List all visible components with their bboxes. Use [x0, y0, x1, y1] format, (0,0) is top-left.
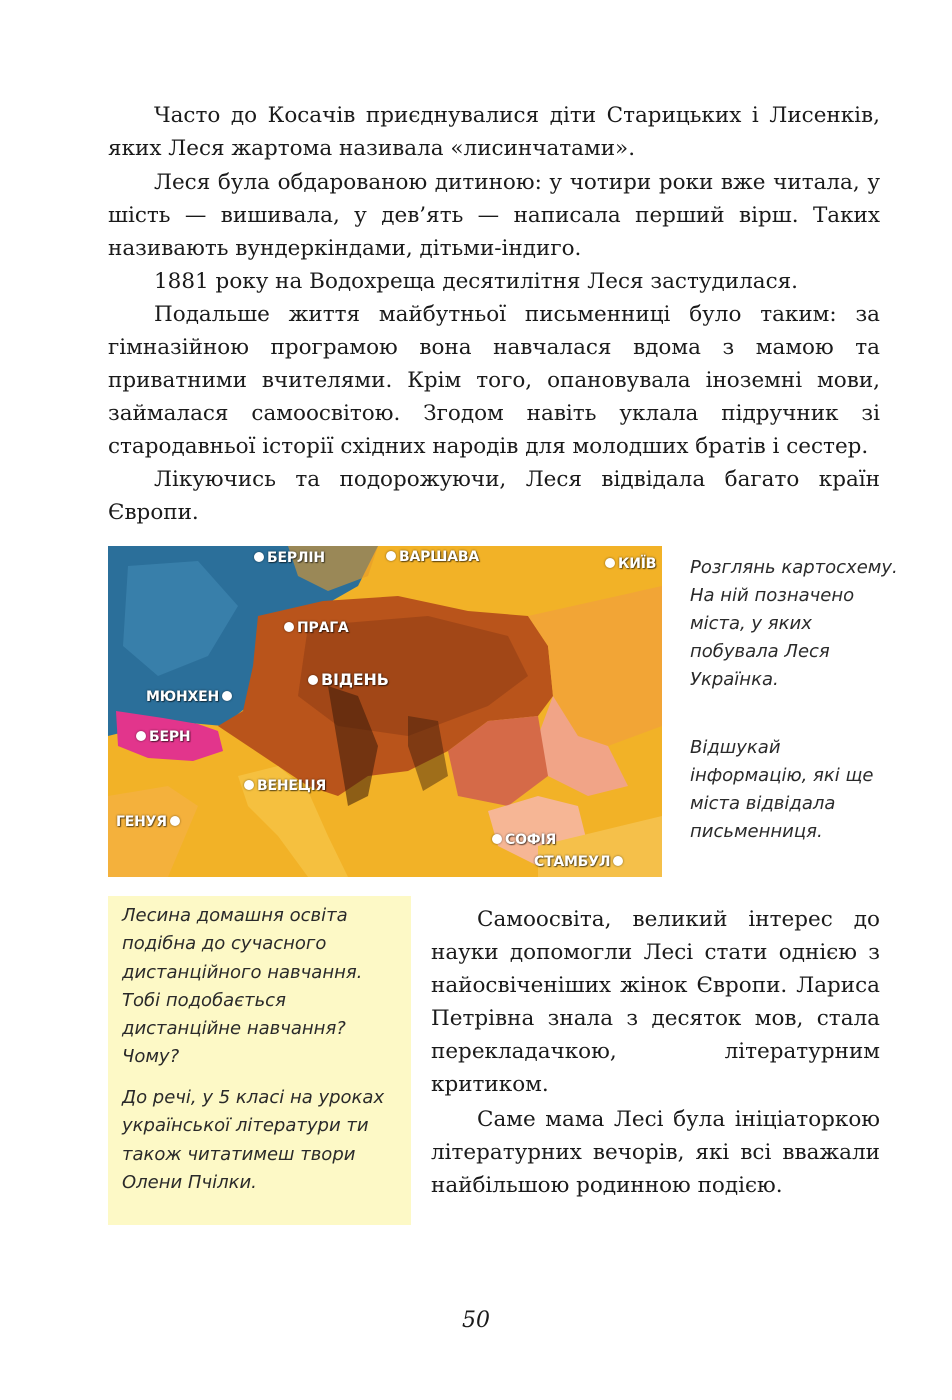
city-vienna: ВІДЕНЬ: [308, 670, 389, 689]
city-berlin: БЕРЛІН: [254, 550, 325, 566]
city-genoa: ГЕНУЯ: [116, 814, 180, 830]
paragraph-gifted-child: Леся була обдарованою дитиною: у чотири роки вже читала, у шість — вишивала, у дев’ять — написала перший вірш. Таких називають вундеркіндами, дітьми-індиго.: [108, 170, 880, 261]
city-marker-icon: [386, 551, 396, 561]
paragraph-kosach-children: Часто до Косачів приєднувалися діти Старицьких і Лисенків, яких Леся жартома називала «лисинчатами».: [108, 103, 880, 161]
city-marker-icon: [605, 558, 615, 568]
city-marker-icon: [244, 780, 254, 790]
paragraph-literary-evenings: Саме мама Лесі була ініціаторкою літературних вечорів, які всі вважали найбільшою родинною подією.: [431, 1107, 880, 1198]
city-marker-icon: [492, 834, 502, 844]
europe-map-scheme: [108, 546, 662, 877]
city-sofia: СОФІЯ: [492, 832, 556, 848]
city-marker-icon: [308, 675, 318, 685]
city-munich: МЮНХЕН: [146, 689, 232, 705]
city-bern: БЕРН: [136, 729, 190, 745]
paragraph-self-education: Самоосвіта, великий інтерес до науки допомогли Лесі стати однією з найосвіченіших жінок Європи. Лариса Петрівна знала з десяток мов, стала перекладачкою, літературним критиком.: [431, 907, 880, 1097]
city-marker-icon: [222, 691, 232, 701]
city-prague: ПРАГА: [284, 620, 349, 636]
city-istanbul: СТАМБУЛ: [534, 854, 623, 870]
city-marker-icon: [254, 552, 264, 562]
city-marker-icon: [284, 622, 294, 632]
city-warsaw: ВАРШАВА: [386, 549, 479, 565]
page-number: 50: [462, 1308, 490, 1333]
note-box: [108, 896, 411, 1225]
city-kyiv: КИЇВ: [605, 556, 656, 572]
paragraph-illness-1881: 1881 року на Водохреща десятилітня Леся застудилася.: [154, 269, 799, 294]
paragraph-travels: Лікуючись та подорожуючи, Леся відвідала багато країн Європи.: [108, 467, 880, 525]
city-marker-icon: [170, 816, 180, 826]
map-task: Відшукай інформацію, які ще міста відвідала письменниця.: [690, 737, 874, 842]
map-artwork: [108, 546, 662, 877]
city-venice: ВЕНЕЦІЯ: [244, 778, 326, 794]
note-question: Лесина домашня освіта подібна до сучасного дистанційного навчання. Тобі подобається дистанційне навчання? Чому?: [122, 905, 363, 1068]
map-caption: Розглянь картосхему. На ній позначено міста, у яких побувала Леся Українка.: [690, 557, 898, 690]
note-fact: До речі, у 5 класі на уроках української літератури ти також читатимеш твори Олени Пчілки.: [122, 1087, 385, 1193]
paragraph-home-education: Подальше життя майбутньої письменниці було таким: за гімназійною програмою вона навчалася вдома з мамою та приватними вчителями. Крім того, опановувала іноземні мови, займалася самоосвітою. Згодом навіть уклала підручник зі стародавньої історії східних народів для молодших братів і сестер.: [108, 302, 880, 459]
city-marker-icon: [136, 731, 146, 741]
city-marker-icon: [613, 856, 623, 866]
